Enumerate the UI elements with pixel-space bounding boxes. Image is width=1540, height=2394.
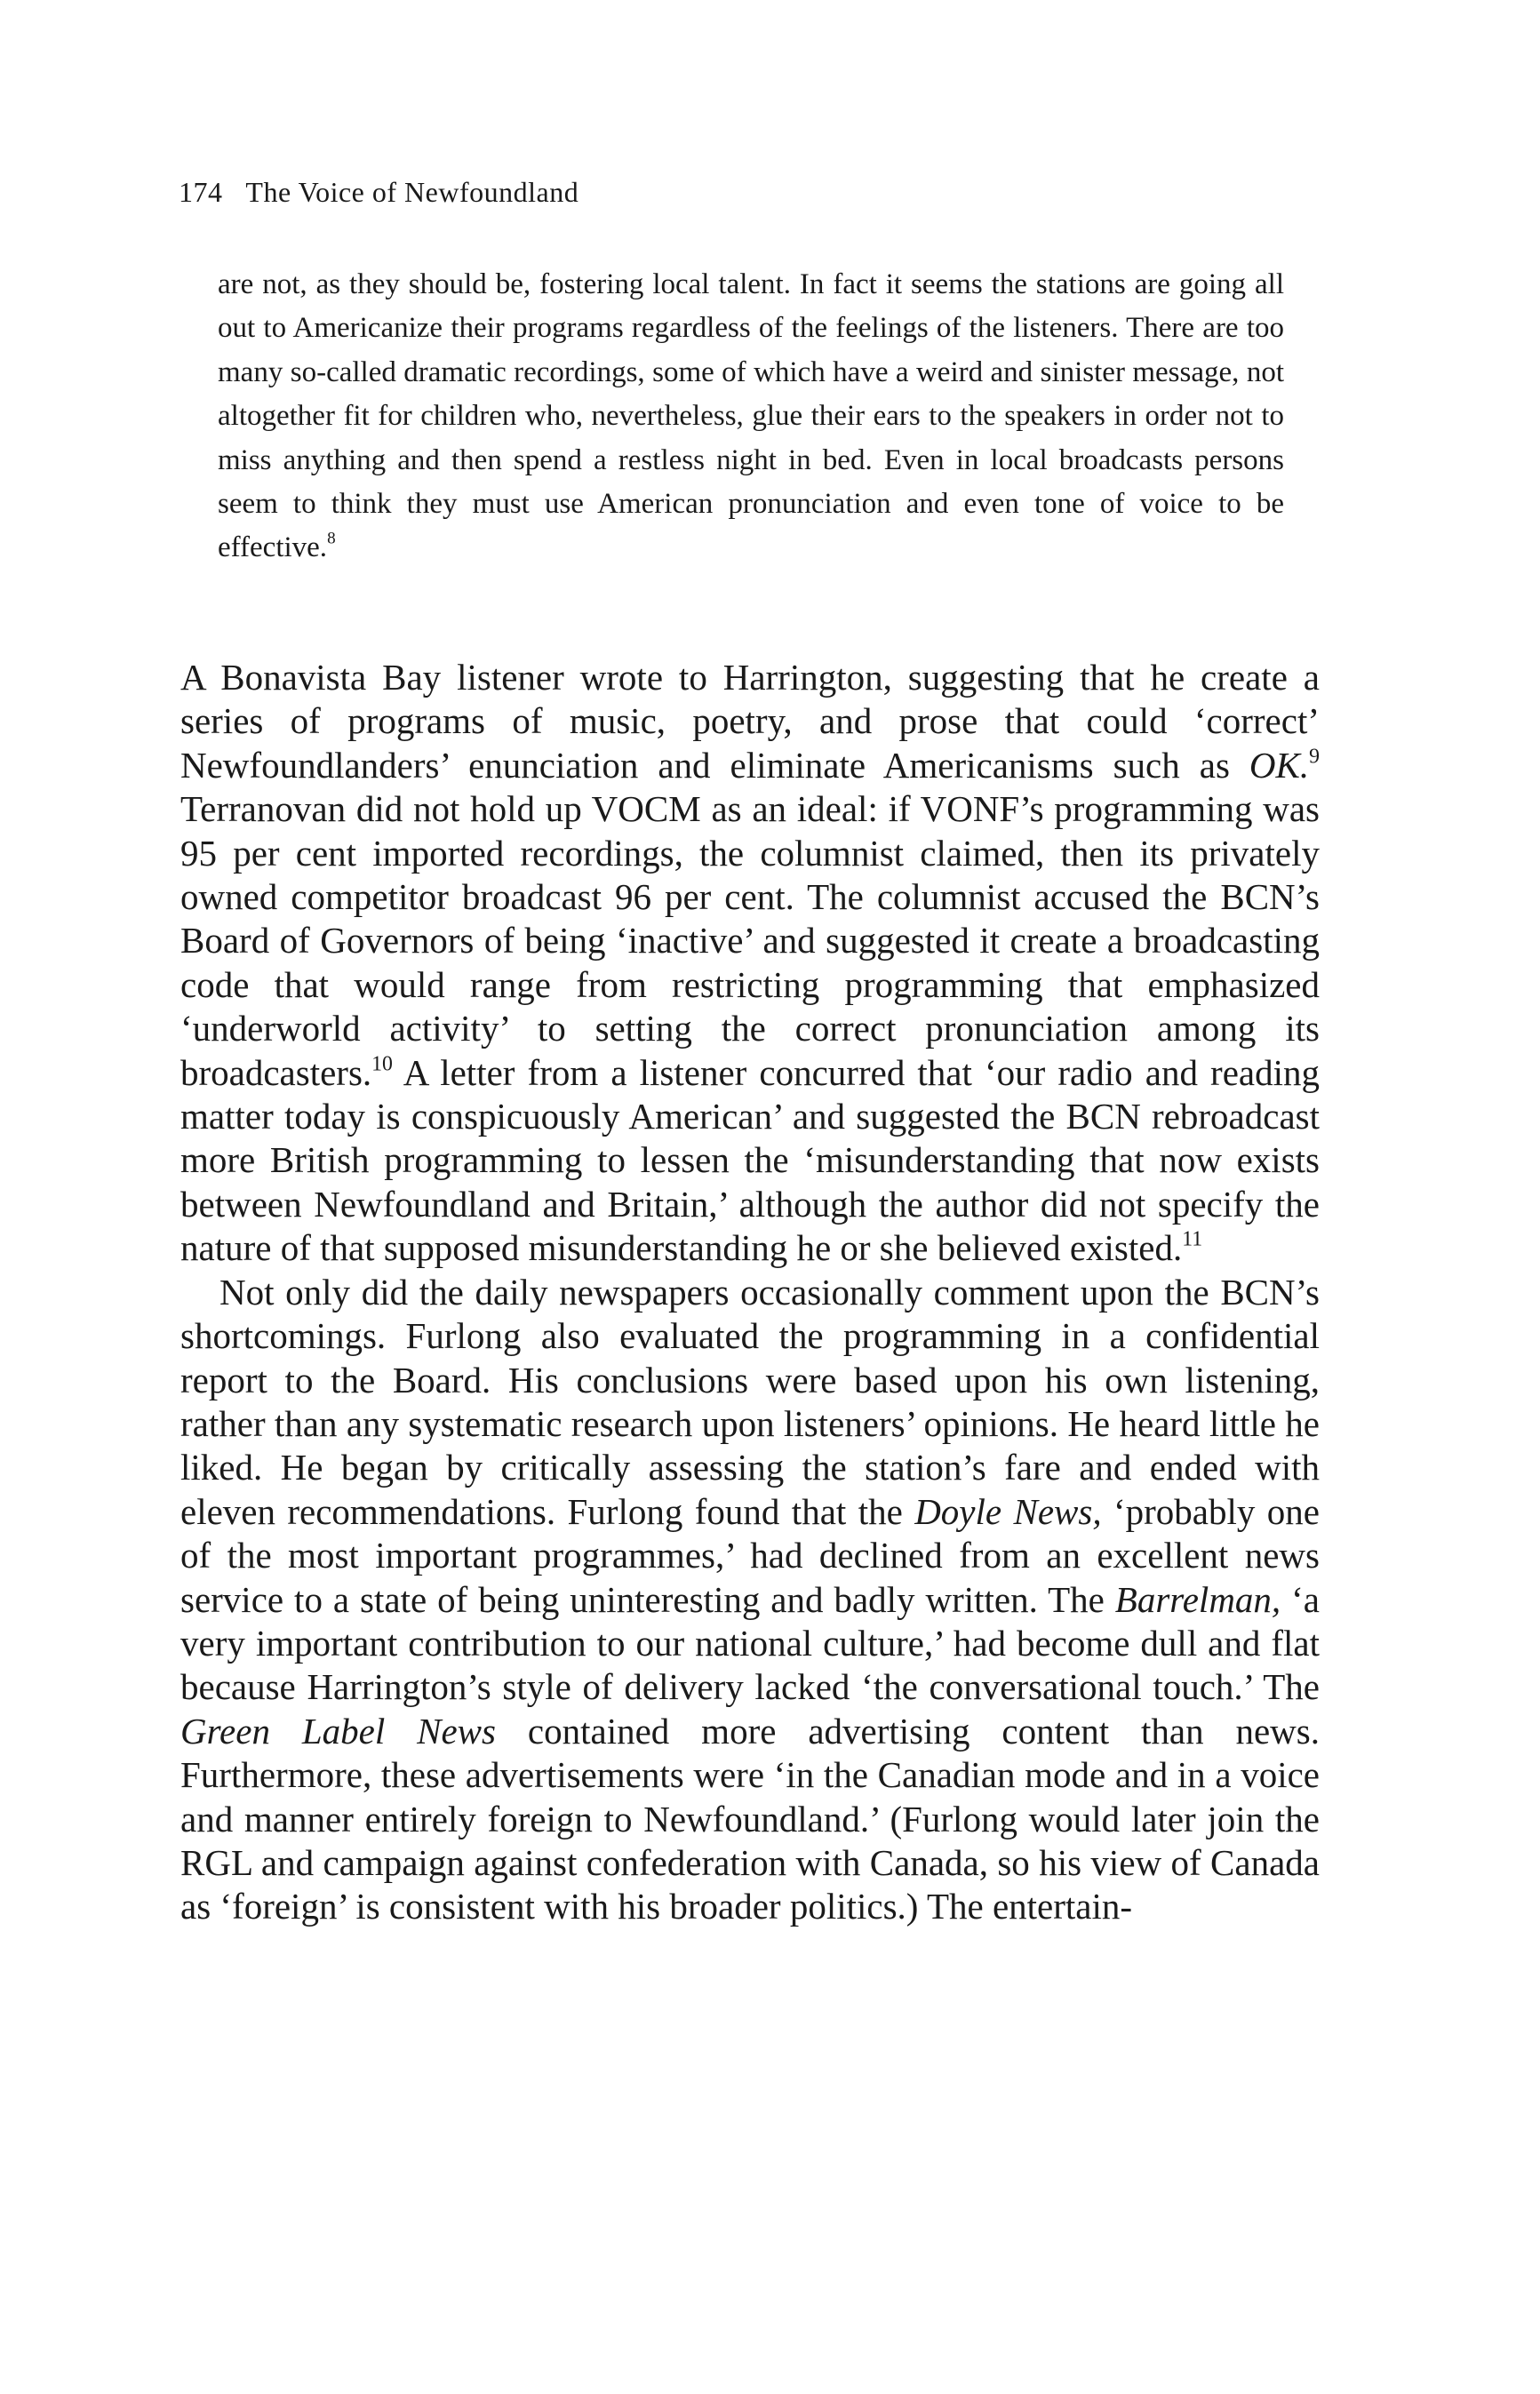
paragraph-1-text-b: Terranovan did not hold up VOCM as an ideal: if VONF’s programming was 95 per cent imported recordings, the columnist claimed, then its privately owned competitor broadcast 96 per cent. The columnist accused the BCN’s Board of Governors of being ‘inactive’ and suggested it create a broadcasting code that would range from restricting programming that emphasized ‘underworld activity’ to setting the correct pronunciation among its broadcasters. (180, 788, 1320, 1093)
footnote-ref-11: 11 (1182, 1227, 1203, 1251)
running-head (179, 176, 578, 209)
paragraph-2-text-b: ‘probably one of the most important programmes,’ had declined from an excellent news service to a state of being uninteresting and badly written. The (180, 1490, 1320, 1620)
doyle-news-title: Doyle News, (914, 1490, 1102, 1532)
quote-text: are not, as they should be, fostering local talent. In fact it seems the stations are going all out to Americanize their programs regardless of the feelings of the listeners. There are too many so-called dramatic recordings, some of which have a weird and sinister message, not altogether fit for children who, nevertheless, glue their ears to the speakers in order not to miss anything and then spend a restless night in bed. Even in local broadcasts persons seem to think they must use American pronunciation and even tone of voice to be effective. (218, 268, 1284, 564)
paragraph-1 (180, 656, 1320, 1271)
body-text (180, 656, 1320, 1929)
footnote-ref-9: 9 (1309, 745, 1320, 769)
book-title: The Voice of Newfoundland (245, 176, 579, 208)
page-number: 174 (179, 176, 223, 208)
ok-term: OK. (1249, 744, 1310, 786)
green-label-news-title: Green Label News (180, 1710, 496, 1752)
paragraph-2 (180, 1271, 1320, 1929)
paragraph-2-text-c: ‘a very important contribution to our national culture,’ had become dull and flat because Harrington’s style of delivery lacked ‘the conversational touch.’ The (180, 1578, 1320, 1708)
paragraph-1-text-c: A letter from a listener concurred that ‘our radio and reading matter today is conspicuously American’ and suggested the BCN rebroadcast more British programming to lessen the ‘misunderstanding that now exists between Newfoundland and Britain,’ although the author did not specify the nature of that supposed misunderstanding he or she believed existed. (180, 1051, 1320, 1269)
paragraph-1-text-a: A Bonavista Bay listener wrote to Harrington, suggesting that he create a series of programs of music, poetry, and prose that could ‘correct’ Newfoundlanders’ enunciation and eliminate Americanisms such as (180, 657, 1320, 786)
block-quote (218, 263, 1284, 571)
paragraph-2-text-d: contained more advertising content than news. Furthermore, these advertisements were ‘in the Canadian mode and in a voice and manner entirely foreign to Newfoundland.’ (Furlong would later join the RGL and campaign against confederation with Canada, so his view of Canada as ‘foreign’ is consistent with his broader politics.) The entertain- (180, 1710, 1320, 1927)
footnote-ref-10: 10 (371, 1052, 393, 1076)
barrelman-title: Barrelman, (1114, 1578, 1281, 1620)
footnote-ref-8: 8 (327, 530, 336, 549)
paragraph-2-text-a: Not only did the daily newspapers occasionally comment upon the BCN’s shortcomings. Furlong also evaluated the programming in a confidential report to the Board. His conclusions were based upon his own listening, rather than any systematic research upon listeners’ opinions. He heard little he liked. He began by critically assessing the station’s fare and ended with eleven recommendations. Furlong found that the (180, 1271, 1320, 1532)
